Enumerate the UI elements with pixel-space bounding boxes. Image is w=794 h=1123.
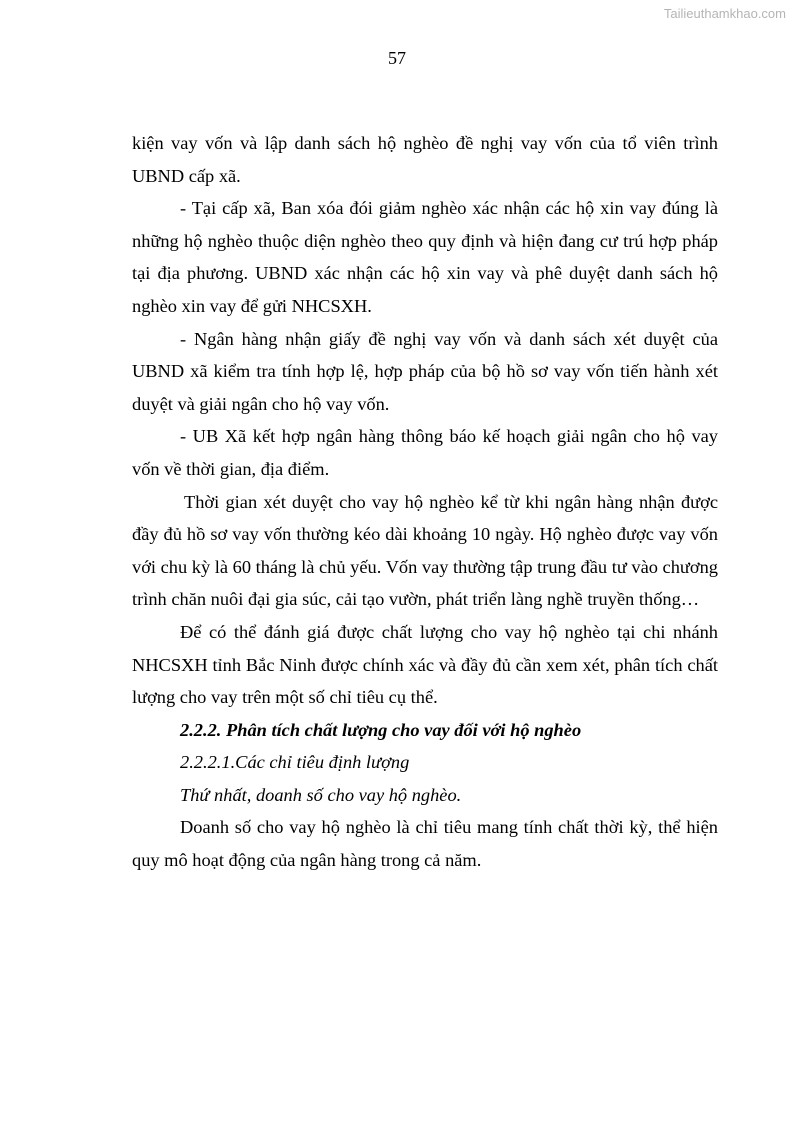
paragraph-loan-turnover: Doanh số cho vay hộ nghèo là chỉ tiêu mang tính chất thời kỳ, thể hiện quy mô hoạt động của ngân hàng trong cả năm. <box>132 817 718 871</box>
page-number: 57 <box>388 48 406 68</box>
item-heading: Thứ nhất, doanh số cho vay hộ nghèo. <box>180 784 462 805</box>
paragraph-assessment: Để có thể đánh giá được chất lượng cho vay hộ nghèo tại chi nhánh NHCSXH tỉnh Bắc Ninh được chính xác và đầy đủ cần xem xét, phân tích chất lượng cho vay trên một số chỉ tiêu cụ thể. <box>132 621 718 708</box>
paragraph-bank-review: - Ngân hàng nhận giấy đề nghị vay vốn và danh sách xét duyệt của UBND xã kiểm tra tính hợp lệ, hợp pháp của bộ hồ sơ vay vốn tiến hành xét duyệt và giải ngân cho hộ vay vốn. <box>132 328 718 414</box>
subsection-heading: 2.2.2.1.Các chỉ tiêu định lượng <box>180 752 410 773</box>
section-heading: 2.2.2. Phân tích chất lượng cho vay đối với hộ nghèo <box>180 719 582 740</box>
paragraph-continuation: kiện vay vốn và lập danh sách hộ nghèo đề nghị vay vốn của tổ viên trình UBND cấp xã. <box>132 133 718 186</box>
paragraph-commune-level: - Tại cấp xã, Ban xóa đói giảm nghèo xác nhận các hộ xin vay đúng là những hộ nghèo thuộc diện nghèo theo quy định và hiện đang cư trú hợp pháp tại địa phương. UBND xác nhận các hộ xin vay và phê duyệt danh sách hộ nghèo xin vay để gửi NHCSXH. <box>132 198 718 316</box>
paragraph-review-time: Thời gian xét duyệt cho vay hộ nghèo kể từ khi ngân hàng nhận được đầy đủ hồ sơ vay vốn thường kéo dài khoảng 10 ngày. Hộ nghèo được vay vốn với chu kỳ là 60 tháng là chủ yếu. Vốn vay thường tập trung đầu tư vào chương trình chăn nuôi đại gia súc, cải tạo vườn, phát triển làng nghề truyền thống… <box>132 491 718 610</box>
watermark: Tailieuthamkhao.com <box>663 6 786 21</box>
document-body <box>132 127 718 877</box>
paragraph-commune-notice: - UB Xã kết hợp ngân hàng thông báo kế hoạch giải ngân cho hộ vay vốn về thời gian, địa điểm. <box>132 426 718 479</box>
